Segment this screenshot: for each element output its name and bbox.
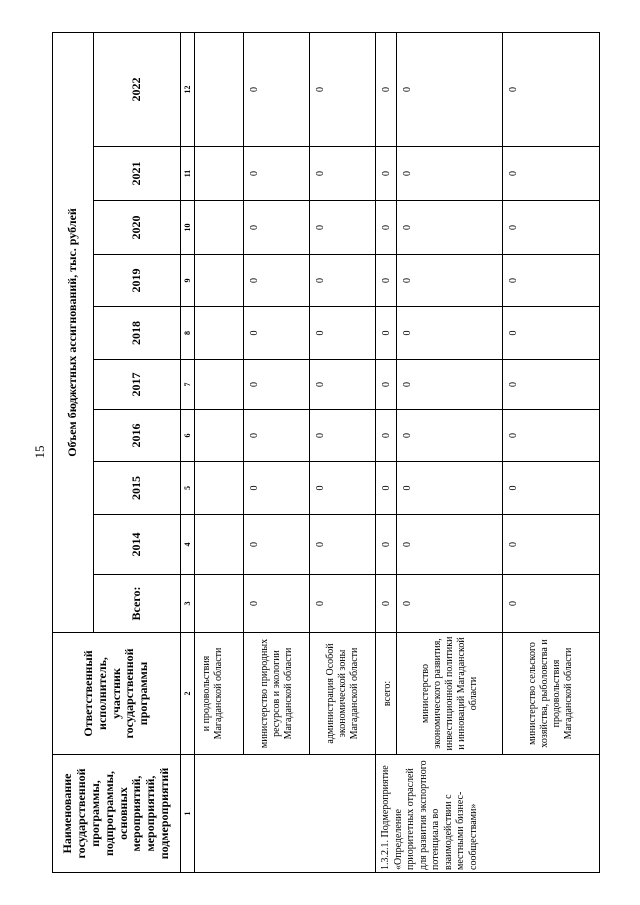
- value-cell: 0: [310, 409, 376, 461]
- value-cell: 0: [397, 574, 503, 632]
- value-cell: [195, 254, 244, 306]
- value-cell: 0: [376, 514, 397, 574]
- value-cell: 0: [503, 409, 600, 461]
- column-number: 2: [181, 632, 195, 754]
- executor-cell: администрация Особой экономической зоны Магаданской области: [310, 632, 376, 754]
- budget-table: [52, 31, 600, 872]
- header-name: Наименование государственной программы, подпрограммы, основных мероприятий, мероприятий, подмероприятий: [53, 754, 181, 872]
- value-cell: 0: [310, 254, 376, 306]
- value-cell: 0: [397, 306, 503, 359]
- column-number: 7: [181, 359, 195, 409]
- column-number: 1: [181, 754, 195, 872]
- value-cell: 0: [376, 254, 397, 306]
- value-cell: 0: [397, 200, 503, 254]
- header-total: Всего:: [94, 574, 181, 632]
- header-row-1: [53, 32, 94, 872]
- value-cell: 0: [376, 146, 397, 200]
- header-year: 2020: [94, 200, 181, 254]
- table-row: [503, 32, 600, 872]
- value-cell: 0: [503, 146, 600, 200]
- table-row: [397, 32, 503, 872]
- executor-cell: министерство природных ресурсов и экологии Магаданской области: [244, 632, 310, 754]
- value-cell: [195, 200, 244, 254]
- header-year: 2018: [94, 306, 181, 359]
- value-cell: 0: [244, 254, 310, 306]
- value-cell: 0: [310, 32, 376, 146]
- executor-cell: министерство сельского хозяйства, рыболовства и продовольствия Магаданской области: [503, 632, 600, 754]
- value-cell: [195, 461, 244, 514]
- column-number: 12: [181, 32, 195, 146]
- table-row: [376, 32, 397, 872]
- value-cell: 0: [310, 146, 376, 200]
- column-number: 3: [181, 574, 195, 632]
- value-cell: 0: [244, 514, 310, 574]
- value-cell: 0: [310, 574, 376, 632]
- value-cell: 0: [503, 254, 600, 306]
- value-cell: 0: [503, 32, 600, 146]
- value-cell: [195, 32, 244, 146]
- value-cell: 0: [376, 200, 397, 254]
- column-number: 9: [181, 254, 195, 306]
- value-cell: 0: [397, 146, 503, 200]
- table-row: [195, 32, 244, 872]
- value-cell: 0: [244, 200, 310, 254]
- value-cell: 0: [397, 409, 503, 461]
- value-cell: 0: [503, 306, 600, 359]
- value-cell: 0: [376, 461, 397, 514]
- column-number: 6: [181, 409, 195, 461]
- value-cell: 0: [376, 574, 397, 632]
- value-cell: 0: [244, 359, 310, 409]
- value-cell: 0: [397, 32, 503, 146]
- page-number: 15: [32, 445, 47, 459]
- value-cell: 0: [397, 514, 503, 574]
- value-cell: 0: [503, 200, 600, 254]
- value-cell: [195, 409, 244, 461]
- value-cell: 0: [503, 359, 600, 409]
- executor-cell: министерство экономического развития, инвестиционной политики и инноваций Магаданской области: [397, 632, 503, 754]
- value-cell: [195, 574, 244, 632]
- executor-cell: всего:: [376, 632, 397, 754]
- value-cell: 0: [376, 359, 397, 409]
- header-year: 2016: [94, 409, 181, 461]
- value-cell: 0: [397, 359, 503, 409]
- value-cell: 0: [376, 306, 397, 359]
- header-year: 2021: [94, 146, 181, 200]
- value-cell: 0: [376, 32, 397, 146]
- value-cell: 0: [244, 574, 310, 632]
- header-year: 2022: [94, 32, 181, 146]
- value-cell: 0: [244, 409, 310, 461]
- value-cell: [195, 146, 244, 200]
- value-cell: 0: [503, 461, 600, 514]
- value-cell: 0: [397, 254, 503, 306]
- column-number-row: [181, 32, 195, 872]
- header-year: 2014: [94, 514, 181, 574]
- table-row: [244, 32, 310, 872]
- value-cell: 0: [310, 359, 376, 409]
- value-cell: 0: [503, 514, 600, 574]
- column-number: 5: [181, 461, 195, 514]
- value-cell: 0: [503, 574, 600, 632]
- value-cell: [195, 359, 244, 409]
- value-cell: 0: [244, 146, 310, 200]
- value-cell: 0: [244, 306, 310, 359]
- value-cell: 0: [310, 306, 376, 359]
- value-cell: 0: [397, 461, 503, 514]
- value-cell: 0: [310, 514, 376, 574]
- header-executor: Ответственный исполнитель, участник государственной программы: [53, 632, 181, 754]
- value-cell: [195, 306, 244, 359]
- header-year: 2015: [94, 461, 181, 514]
- name-cell: [195, 754, 376, 872]
- rotated-page: [52, 33, 588, 873]
- column-number: 8: [181, 306, 195, 359]
- value-cell: 0: [244, 32, 310, 146]
- value-cell: [195, 514, 244, 574]
- header-year: 2017: [94, 359, 181, 409]
- column-number: 11: [181, 146, 195, 200]
- value-cell: 0: [310, 200, 376, 254]
- name-cell: 1.3.2.1. Подмероприятие «Определение приоритетных отраслей для развития экспортного потенциала во взаимодействии с местными бизнес-сообществами»: [376, 754, 600, 872]
- table-row: [310, 32, 376, 872]
- value-cell: 0: [310, 461, 376, 514]
- column-number: 10: [181, 200, 195, 254]
- executor-cell: и продовольствия Магаданской области: [195, 632, 244, 754]
- column-number: 4: [181, 514, 195, 574]
- value-cell: 0: [244, 461, 310, 514]
- value-cell: 0: [376, 409, 397, 461]
- header-volume: Объем бюджетных ассигнований, тыс. рублей: [53, 32, 94, 632]
- header-year: 2019: [94, 254, 181, 306]
